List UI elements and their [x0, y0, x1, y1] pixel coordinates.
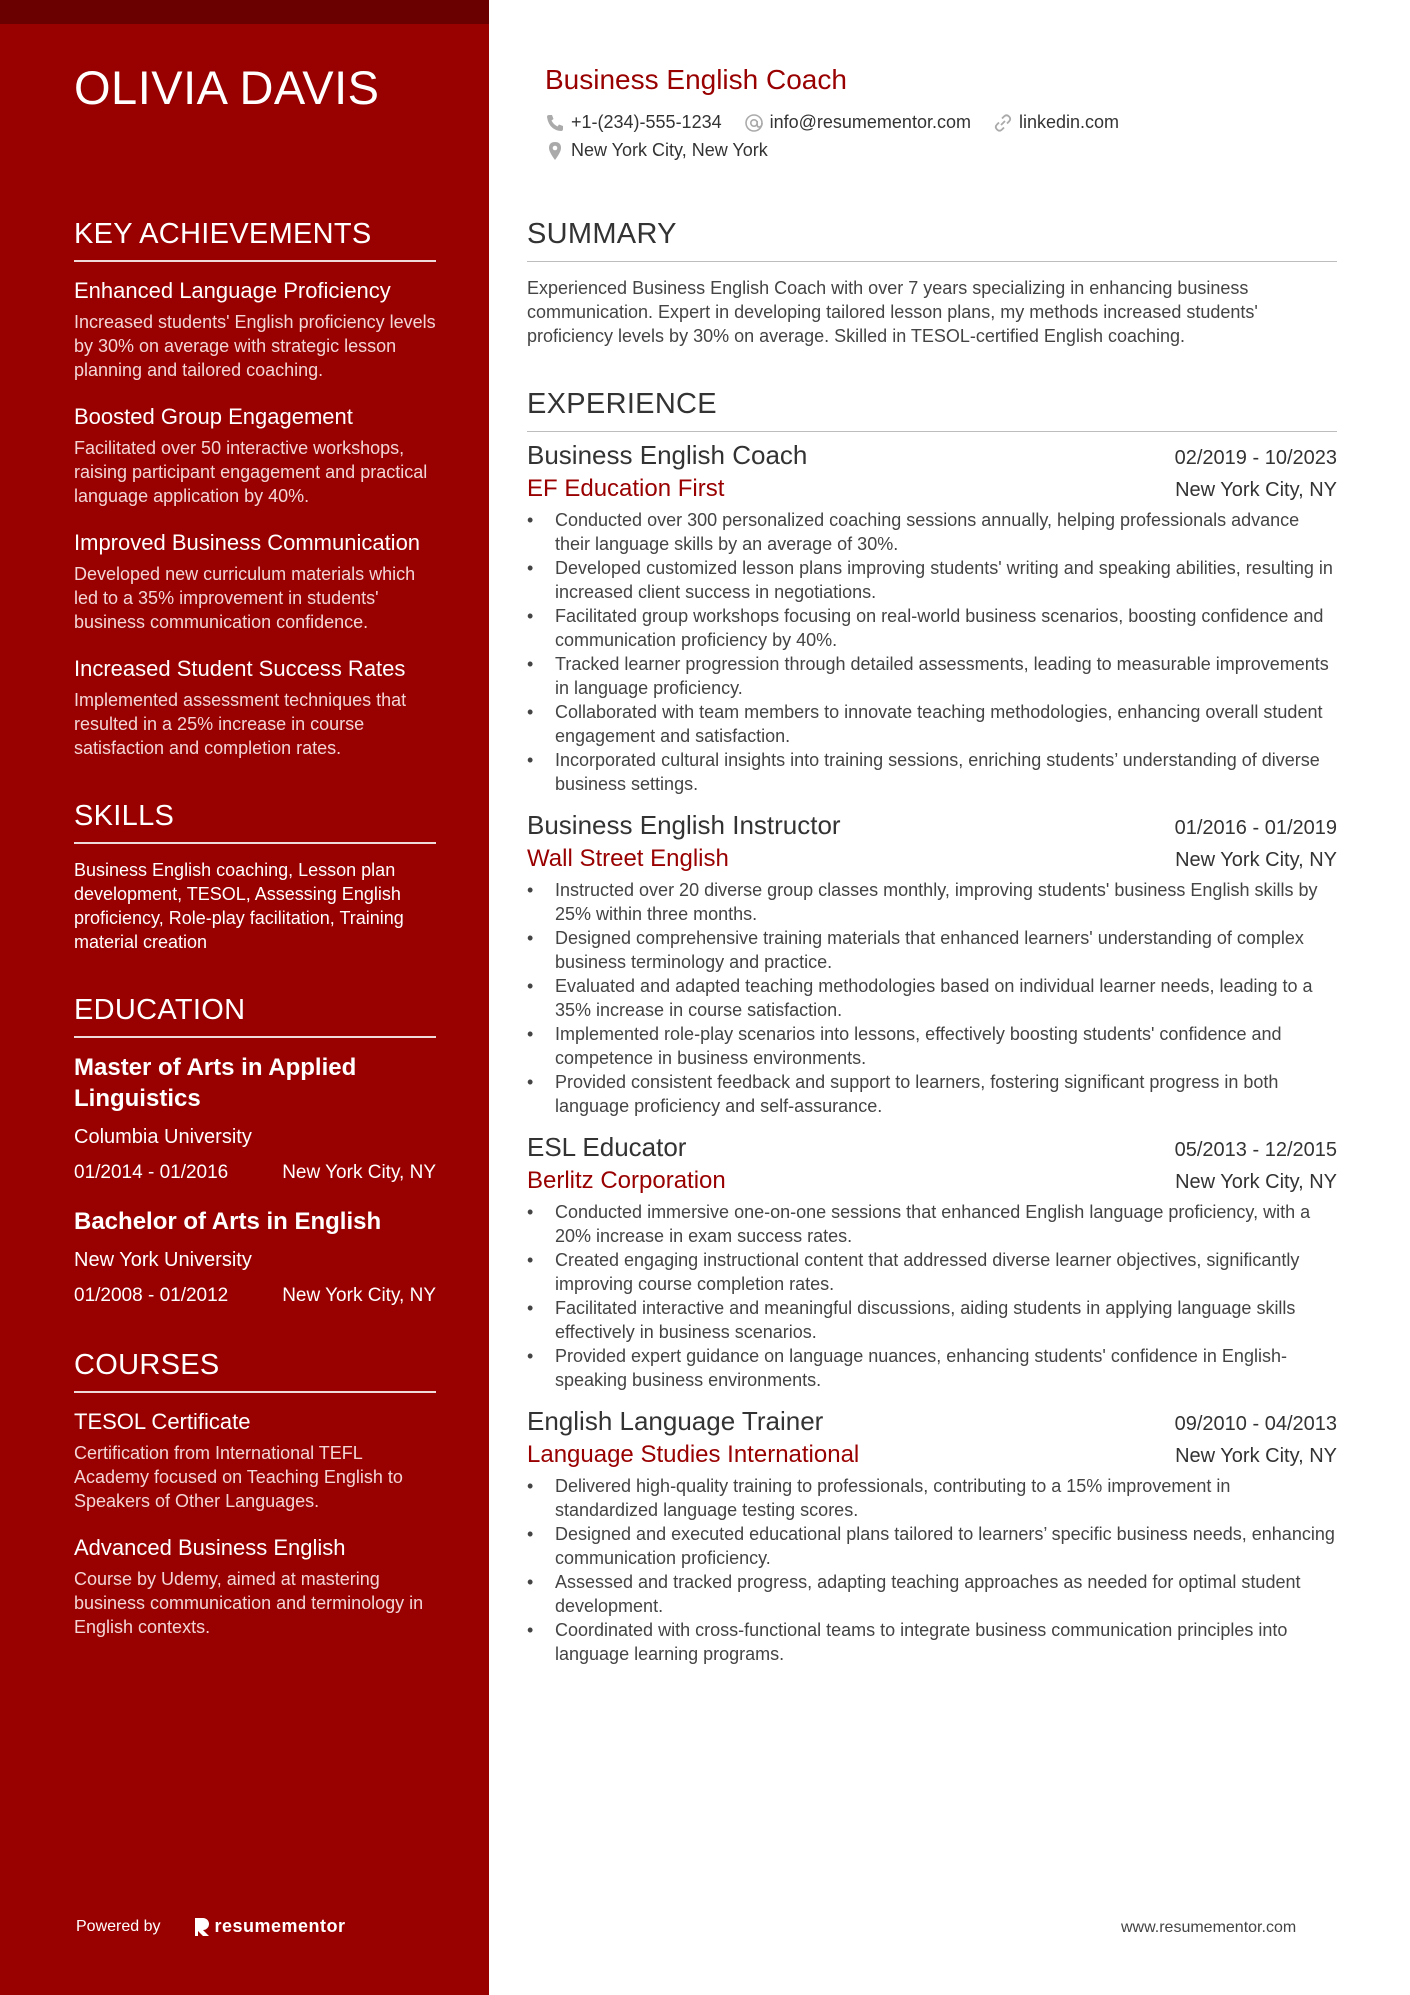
education-meta	[74, 1283, 436, 1309]
job-header	[527, 438, 1337, 472]
divider	[74, 842, 436, 844]
location-text: New York City, New York	[571, 140, 768, 160]
job-bullets	[527, 1200, 1337, 1392]
course-title: TESOL Certificate	[74, 1409, 251, 1434]
footer-url[interactable]: www.resumementor.com	[1121, 1919, 1297, 1936]
job-entry	[527, 808, 1337, 1118]
achievement-desc: Implemented assessment techniques that resulted in a 25% increase in course satisfaction and completion rates.	[74, 690, 407, 758]
job-bullets	[527, 1474, 1337, 1666]
education-location: New York City, NY	[282, 1162, 436, 1183]
contact-linkedin[interactable]	[993, 112, 1119, 133]
achievement-title: Boosted Group Engagement	[74, 404, 353, 429]
education-location: New York City, NY	[282, 1285, 436, 1306]
job-dates: 09/2010 - 04/2013	[1174, 1413, 1337, 1435]
job-subheader	[527, 1164, 1337, 1198]
contact-phone[interactable]	[545, 112, 722, 133]
job-header	[527, 808, 1337, 842]
contact-row	[545, 112, 1119, 133]
achievements-section	[74, 218, 436, 760]
candidate-name: OLIVIA DAVIS	[74, 61, 380, 114]
bullet-item: • Provided expert guidance on language nuances, enhancing students' confidence in English-speaking business environments.	[527, 1344, 1337, 1392]
divider	[74, 1036, 436, 1038]
summary-text: Experienced Business English Coach with over 7 years specializing in enhancing business communication. Expert in developing tailored lesson plans, my methods increased students' proficiency levels by 30% on average. Skilled in TESOL-certified English coaching.	[527, 278, 1258, 346]
bullet-item: • Developed customized lesson plans improving students' writing and speaking abilities, resulting in increased client success in negotiations.	[527, 556, 1337, 604]
divider	[74, 260, 436, 262]
summary-section	[527, 218, 1337, 348]
education-section	[74, 994, 436, 1309]
email-text: info@resumementor.com	[769, 112, 971, 132]
bullet-item: • Facilitated interactive and meaningful discussions, aiding students in applying language skills effectively in business scenarios.	[527, 1296, 1337, 1344]
contact-email[interactable]	[744, 112, 971, 133]
at-icon	[744, 113, 764, 133]
degree: Bachelor of Arts in English	[74, 1208, 382, 1235]
job-header	[527, 1404, 1337, 1438]
bullet-item: • Created engaging instructional content that addressed diverse learner objectives, significantly improving course completion rates.	[527, 1248, 1337, 1296]
bullet-item: • Collaborated with team members to innovate teaching methodologies, enhancing overall student engagement and satisfaction.	[527, 700, 1337, 748]
education-meta	[74, 1160, 436, 1186]
bullet-item: • Coordinated with cross-functional teams to integrate business communication principles into language learning programs.	[527, 1618, 1337, 1666]
courses-heading: COURSES	[74, 1349, 220, 1381]
education-item	[74, 1052, 436, 1186]
brand-name: resumementor	[214, 1916, 346, 1936]
course-desc: Course by Udemy, aimed at mastering business communication and terminology in English contexts.	[74, 1569, 424, 1637]
bullet-item: • Instructed over 20 diverse group classes monthly, improving students' business English skills by 25% within three months.	[527, 878, 1337, 926]
education-dates: 01/2008 - 01/2012	[74, 1285, 229, 1306]
bullet-item: • Designed comprehensive training materials that enhanced learners' understanding of complex business terminology and practice.	[527, 926, 1337, 974]
degree: Master of Arts in Applied Linguistics	[74, 1054, 357, 1112]
education-dates: 01/2014 - 01/2016	[74, 1162, 229, 1183]
bullet-item: • Designed and executed educational plans tailored to learners’ specific business needs, enhancing communication proficiency.	[527, 1522, 1337, 1570]
bullet-item: • Assessed and tracked progress, adapting teaching approaches as needed for optimal student development.	[527, 1570, 1337, 1618]
summary-heading: SUMMARY	[527, 218, 677, 250]
divider	[527, 261, 1337, 262]
course-title: Advanced Business English	[74, 1535, 346, 1560]
experience-heading: EXPERIENCE	[527, 388, 717, 420]
achievement-desc: Facilitated over 50 interactive workshops, raising participant engagement and practical language application by 40%.	[74, 438, 428, 506]
skills-heading: SKILLS	[74, 800, 175, 832]
bullet-item: • Conducted immersive one-on-one sessions that enhanced English language proficiency, with a 20% increase in exam success rates.	[527, 1200, 1337, 1248]
main-content	[527, 218, 1337, 1678]
job-subheader	[527, 842, 1337, 876]
contact-location	[545, 140, 768, 161]
job-location: New York City, NY	[1175, 1445, 1337, 1467]
job-entry	[527, 438, 1337, 796]
job-title: ESL Educator	[527, 1132, 687, 1162]
achievement-title: Increased Student Success Rates	[74, 656, 406, 681]
powered-by-label: Powered by	[76, 1917, 161, 1935]
achievement-desc: Increased students' English proficiency levels by 30% on average with strategic lesson planning and tailored coaching.	[74, 312, 436, 380]
sidebar	[0, 0, 489, 1995]
phone-icon	[545, 113, 565, 133]
job-dates: 05/2013 - 12/2015	[1174, 1139, 1337, 1161]
job-header	[527, 1130, 1337, 1164]
course-item	[74, 1533, 436, 1639]
job-entry	[527, 1130, 1337, 1392]
contact-row-location	[545, 140, 768, 161]
bullet-item: • Facilitated group workshops focusing on real-world business scenarios, boosting confidence and communication proficiency by 40%.	[527, 604, 1337, 652]
bullet-item: • Implemented role-play scenarios into lessons, effectively boosting students' confidence and competence in business environments.	[527, 1022, 1337, 1070]
job-company: Wall Street English	[527, 845, 729, 872]
job-title: English Language Trainer	[527, 1406, 824, 1436]
link-icon	[993, 113, 1013, 133]
job-bullets	[527, 508, 1337, 796]
achievement-item	[74, 528, 436, 634]
job-company: Language Studies International	[527, 1441, 860, 1468]
achievement-title: Enhanced Language Proficiency	[74, 278, 391, 303]
job-dates: 01/2016 - 01/2019	[1174, 817, 1337, 839]
school: Columbia University	[74, 1126, 252, 1148]
achievement-item	[74, 654, 436, 760]
course-item	[74, 1407, 436, 1513]
job-location: New York City, NY	[1175, 849, 1337, 871]
courses-section	[74, 1349, 436, 1639]
achievement-desc: Developed new curriculum materials which led to a 35% improvement in students' business communication confidence.	[74, 564, 416, 632]
sidebar-top-bar	[0, 0, 489, 24]
achievement-title: Improved Business Communication	[74, 530, 421, 555]
location-pin-icon	[545, 141, 565, 161]
phone-text: +1-(234)-555-1234	[571, 112, 722, 132]
achievement-item	[74, 402, 436, 508]
job-subheader	[527, 472, 1337, 506]
job-title: Business English Coach	[527, 440, 808, 470]
bullet-item: • Incorporated cultural insights into training sessions, enriching students’ understanding of diverse business settings.	[527, 748, 1337, 796]
experience-section	[527, 388, 1337, 1666]
resumementor-logo-icon	[193, 1917, 211, 1937]
linkedin-text: linkedin.com	[1018, 112, 1120, 132]
divider	[74, 1391, 436, 1393]
job-dates: 02/2019 - 10/2023	[1174, 447, 1337, 469]
achievement-item	[74, 276, 436, 382]
skills-section	[74, 800, 436, 954]
powered-by	[76, 1916, 346, 1937]
achievements-heading: KEY ACHIEVEMENTS	[74, 218, 372, 250]
job-bullets	[527, 878, 1337, 1118]
job-company: EF Education First	[527, 475, 725, 502]
bullet-item: • Provided consistent feedback and support to learners, fostering significant progress in both language proficiency and self-assurance.	[527, 1070, 1337, 1118]
sidebar-content	[74, 218, 436, 1679]
divider	[527, 431, 1337, 432]
bullet-item: • Delivered high-quality training to professionals, contributing to a 15% improvement in standardized language testing scores.	[527, 1474, 1337, 1522]
school: New York University	[74, 1249, 252, 1271]
education-heading: EDUCATION	[74, 994, 246, 1026]
job-location: New York City, NY	[1175, 479, 1337, 501]
skills-list: Business English coaching, Lesson plan development, TESOL, Assessing English proficiency, Role-play facilitation, Training material creation	[74, 860, 404, 952]
course-desc: Certification from International TEFL Academy focused on Teaching English to Speakers of Other Languages.	[74, 1443, 403, 1511]
bullet-item: • Tracked learner progression through detailed assessments, leading to measurable improvements in language proficiency.	[527, 652, 1337, 700]
job-title: Business English Instructor	[527, 810, 841, 840]
job-entry	[527, 1404, 1337, 1666]
job-company: Berlitz Corporation	[527, 1167, 726, 1194]
job-headline: Business English Coach	[545, 64, 847, 95]
job-subheader	[527, 1438, 1337, 1472]
bullet-item: • Conducted over 300 personalized coaching sessions annually, helping professionals advance their language skills by an average of 30%.	[527, 508, 1337, 556]
education-item	[74, 1206, 436, 1309]
bullet-item: • Evaluated and adapted teaching methodologies based on individual learner needs, leading to a 35% increase in course satisfaction.	[527, 974, 1337, 1022]
job-location: New York City, NY	[1175, 1171, 1337, 1193]
brand-logo[interactable]	[193, 1916, 346, 1937]
